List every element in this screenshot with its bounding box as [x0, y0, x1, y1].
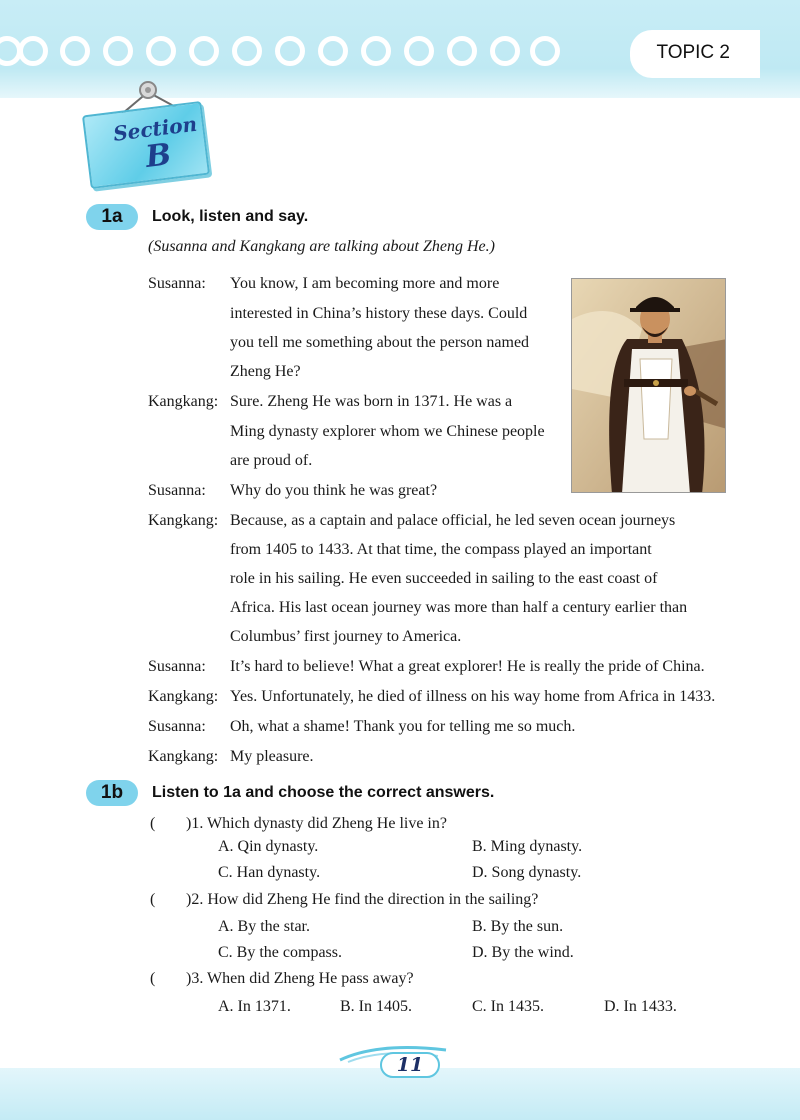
ring-icon [18, 36, 48, 66]
option-c: C. In 1435. [472, 998, 544, 1015]
ring-icon [404, 36, 434, 66]
ring-icon [60, 36, 90, 66]
ring-icon [189, 36, 219, 66]
dialogue-line: Zheng He? [230, 363, 301, 380]
dialogue-line: Why do you think he was great? [230, 482, 438, 499]
option-a: A. By the star. [218, 918, 310, 935]
exercise-1b-badge: 1b [86, 780, 138, 806]
option-b: B. By the sun. [472, 918, 564, 935]
ring-icon [318, 36, 348, 66]
dialogue-line: You know, I am becoming more and more [230, 275, 500, 292]
answer-blank-open[interactable]: ( [150, 815, 156, 832]
section-board [82, 101, 210, 189]
speaker-label: Kangkang: [148, 512, 219, 529]
ring-icon [275, 36, 305, 66]
speaker-label: Kangkang: [148, 688, 219, 705]
option-b: B. In 1405. [340, 998, 412, 1015]
dialogue-line: Ming dynasty explorer whom we Chinese people [230, 423, 545, 440]
ring-icon [361, 36, 391, 66]
option-b: B. Ming dynasty. [472, 838, 583, 855]
answer-blank-open[interactable]: ( [150, 970, 156, 987]
explorer-illustration-icon [572, 279, 726, 493]
speaker-label: Susanna: [148, 275, 206, 292]
exercise-1a-badge: 1a [86, 204, 138, 230]
option-d: D. Song dynasty. [472, 864, 582, 881]
answer-blank-open[interactable]: ( [150, 891, 156, 908]
dialogue-line: are proud of. [230, 452, 313, 469]
dialogue-line: My pleasure. [230, 748, 314, 765]
ring-icon [232, 36, 262, 66]
dialogue-line: interested in China’s history these days. Could [230, 305, 528, 322]
exercise-1b-title: Listen to 1a and choose the correct answers. [152, 784, 495, 801]
section-sign [80, 78, 220, 198]
option-a: A. Qin dynasty. [218, 838, 319, 855]
dialogue-intro: (Susanna and Kangkang are talking about Zheng He.) [148, 238, 495, 255]
exercise-1a-title: Look, listen and say. [152, 208, 309, 225]
option-a: A. In 1371. [218, 998, 291, 1015]
ring-icon [103, 36, 133, 66]
option-c: C. Han dynasty. [218, 864, 321, 881]
speaker-label: Susanna: [148, 482, 206, 499]
speaker-label: Susanna: [148, 718, 206, 735]
option-d: D. By the wind. [472, 944, 574, 961]
section-word: Section [111, 111, 199, 146]
ring-icon [146, 36, 176, 66]
ring-icon [490, 36, 520, 66]
question-text: )3. When did Zheng He pass away? [186, 970, 414, 987]
option-d: D. In 1433. [604, 998, 677, 1015]
dialogue-line: Columbus’ first journey to America. [230, 628, 462, 645]
zheng-he-portrait [571, 278, 726, 493]
question-text: )1. Which dynasty did Zheng He live in? [186, 815, 447, 832]
option-c: C. By the compass. [218, 944, 342, 961]
dialogue-line: Africa. His last ocean journey was more than half a century earlier than [230, 599, 688, 616]
ring-icon [447, 36, 477, 66]
dialogue-line: from 1405 to 1433. At that time, the compass played an important [230, 541, 652, 558]
question-text: )2. How did Zheng He find the direction in the sailing? [186, 891, 539, 908]
topic-label: TOPIC 2 [656, 42, 730, 63]
dialogue-line: Because, as a captain and palace official, he led seven ocean journeys [230, 512, 676, 529]
speaker-label: Kangkang: [148, 748, 219, 765]
dialogue-line: role in his sailing. He even succeeded in sailing to the east coast of [230, 570, 658, 587]
dialogue-line: Sure. Zheng He was born in 1371. He was a [230, 393, 513, 410]
dialogue-line: you tell me something about the person named [230, 334, 530, 351]
page-number: 11 [380, 1052, 440, 1078]
ring-icon [530, 36, 560, 66]
speaker-label: Kangkang: [148, 393, 219, 410]
dialogue-line: Oh, what a shame! Thank you for telling me so much. [230, 718, 576, 735]
decorative-circles [0, 36, 560, 76]
section-letter: B [143, 137, 174, 175]
speaker-label: Susanna: [148, 658, 206, 675]
dialogue-line: It’s hard to believe! What a great explorer! He is really the pride of China. [230, 658, 705, 675]
dialogue-line: Yes. Unfortunately, he died of illness on his way home from Africa in 1433. [230, 688, 716, 705]
